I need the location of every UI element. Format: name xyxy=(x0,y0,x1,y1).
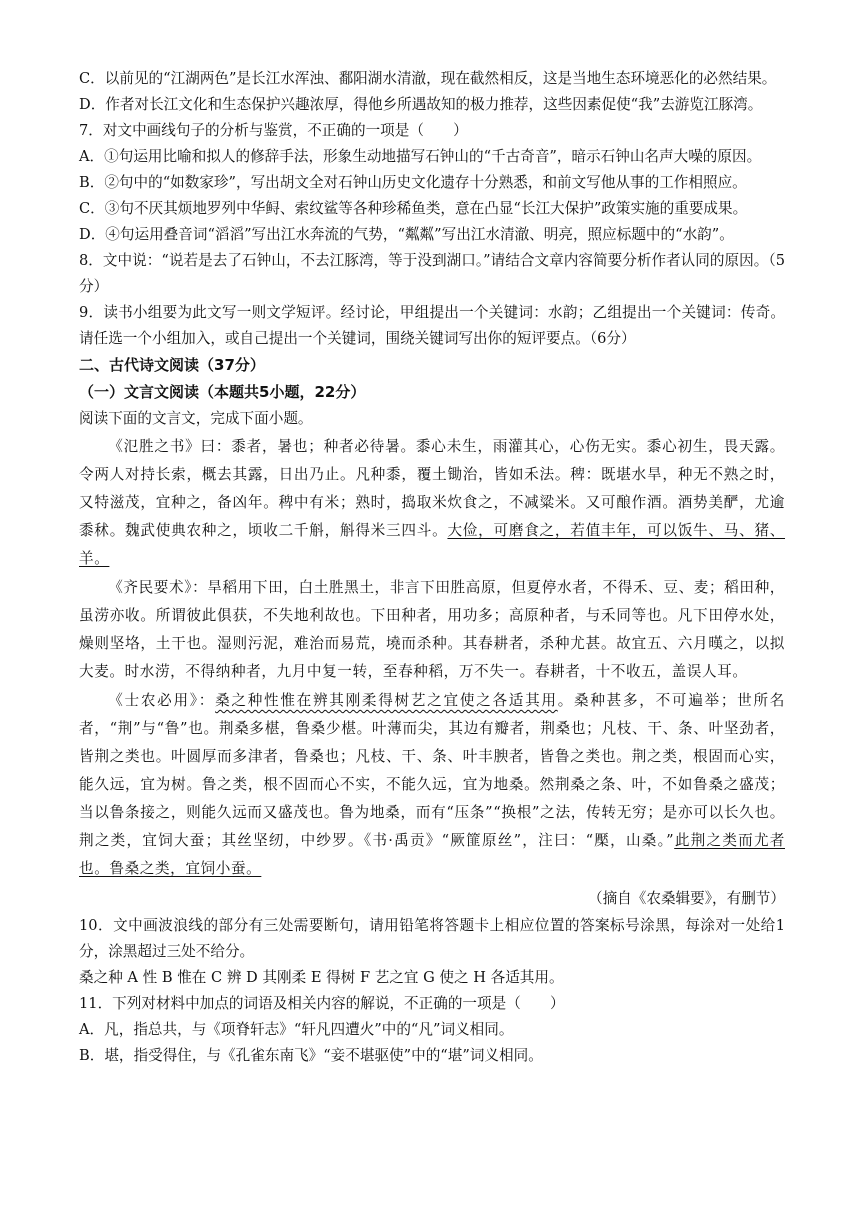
exam-page xyxy=(79,66,785,1069)
question-6-option-c: C．以前见的“江湖两色”是长江水浑浊、鄱阳湖水清澈，现在截然相反，这是当地生态环境恶化的必然结果。 xyxy=(79,70,777,87)
section-instruction: 阅读下面的文言文，完成下面小题。 xyxy=(79,410,313,427)
passage-3-text: 。桑种甚多，不可遍举；世所名者，“荆”与“鲁”也。荆桑多椹，鲁桑少椹。叶薄而尖，其边有瓣者，荆桑也；凡枝、干、条、叶坚劲者，皆荆之类也。叶圆厚而多津者，鲁桑也；凡枝、干、条、叶丰腴者，皆鲁之类也。荆之类，根固而心实，能久远，宜为树。鲁之类，根不固而心不实，不能久远，宜为地桑。然荆桑之条、叶，不如鲁桑之盛茂；当以鲁条接之，则能久远而又盛茂也。鲁为地桑，而有“压条”“换根”之法，传转无穷；是亦可以长久也。荆之类，宜饲大蚕；其丝坚纫，中纱罗。《书·禹贡》“厥篚原丝”，注曰：“檿，山桑。” xyxy=(79,692,785,849)
question-11-option-b: B．堪，指受得住，与《孔雀东南飞》“妾不堪驱使”中的“堪”词义相同。 xyxy=(79,1047,543,1064)
section-subtitle: （一）文言文阅读（本题共5小题，22分） xyxy=(79,383,366,401)
passage-3-lead: 《士农必用》： xyxy=(108,692,216,709)
passage-1-underlined: 大俭，可磨食之，若值丰年，可以饭牛、马、猪、羊。 xyxy=(79,522,786,567)
question-10-options: 桑之种 A 性 B 惟在 C 辨 D 其刚柔 E 得树 F 艺之宜 G 使之 H 各适其用。 xyxy=(79,969,564,986)
passage-3-underlined: 此荆之类而尤者也。鲁桑之类，宜饲小蚕。 xyxy=(79,832,785,877)
passage-paragraph-1 xyxy=(79,433,785,573)
section-title: 二、古代诗文阅读（37分） xyxy=(79,356,265,374)
question-10: 10．文中画波浪线的部分有三处需要断句，请用铅笔将答题卡上相应位置的答案标号涂黑，每涂对一处给1分，涂黑超过三处不给分。 xyxy=(79,917,785,960)
question-9: 9．读书小组要为此文写一则文学短评。经讨论，甲组提出一个关键词：水韵；乙组提出一个关键词：传奇。请任选一个小组加入，或自己提出一个关键词，围绕关键词写出你的短评要点。（6分） xyxy=(79,304,785,347)
passage-3-wavy: 桑之种性惟在辨其刚柔得树艺之宜使之各适其用 xyxy=(215,692,558,709)
question-7-option-a: A．①句运用比喻和拟人的修辞手法，形象生动地描写石钟山的“千古奇音”，暗示石钟山名声大噪的原因。 xyxy=(79,148,762,165)
question-8: 8．文中说：“说若是去了石钟山，不去江豚湾，等于没到湖口。”请结合文章内容简要分析作者认同的原因。（5分） xyxy=(79,252,785,295)
passage-source: （摘自《农桑辑要》，有删节） xyxy=(587,890,785,907)
passage-paragraph-3 xyxy=(79,687,785,883)
question-7-option-b: B．②句中的“如数家珍”，写出胡文全对石钟山历史文化遗存十分熟悉，和前文写他从事的工作相照应。 xyxy=(79,174,747,191)
question-7-stem: 7．对文中画线句子的分析与鉴赏，不正确的一项是（ ） xyxy=(79,122,468,139)
passage-paragraph-2: 《齐民要术》：旱稻用下田，白土胜黑土，非言下田胜高原，但夏停水者，不得禾、豆、麦；稻田种，虽涝亦收。所谓彼此俱获，不失地利故也。下田种者，用功多；高原种者，与禾同等也。凡下田停水处，燥则坚垎，土干也。湿则污泥，难治而易荒，墝而杀种。其春耕者，杀种尤甚。故宜五、六月暵之，以拟大麦。时水涝，不得纳种者，九月中复一转，至春种稻，万不失一。春耕者，十不收五，盖误人耳。 xyxy=(79,579,785,680)
question-7-option-d: D．④句运用叠音词“滔滔”写出江水奔流的气势，“粼粼”写出江水清澈、明亮，照应标题中的“水韵”。 xyxy=(79,226,734,243)
question-7-option-c: C．③句不厌其烦地罗列中华鲟、索纹鲨等各种珍稀鱼类，意在凸显“长江大保护”政策实施的重要成果。 xyxy=(79,200,748,217)
question-11-option-a: A．凡，指总共，与《项脊轩志》“轩凡四遭火”中的“凡”词义相同。 xyxy=(79,1021,514,1038)
question-6-option-d: D．作者对长江文化和生态保护兴趣浓厚，得他乡所遇故知的极力推荐，这些因素促使“我”去游览江豚湾。 xyxy=(79,96,763,113)
passage-1-text: 《氾胜之书》曰：黍者，暑也；种者必待暑。黍心未生，雨灌其心，心伤无实。黍心初生，畏天露。令两人对持长索，概去其露，日出乃止。凡种黍，覆土锄治，皆如禾法。稗：既堪水旱，种无不熟之时，又特滋茂，宜种之，备凶年。稗中有米；熟时，捣取米炊食之，不减粱米。又可酿作酒。酒势美酽，尤逾黍秫。魏武使典农种之，顷收二千斛，斛得米三四斗。 xyxy=(79,438,785,539)
question-11-stem: 11．下列对材料中加点的词语及相关内容的解说，不正确的一项是（ ） xyxy=(79,995,565,1012)
